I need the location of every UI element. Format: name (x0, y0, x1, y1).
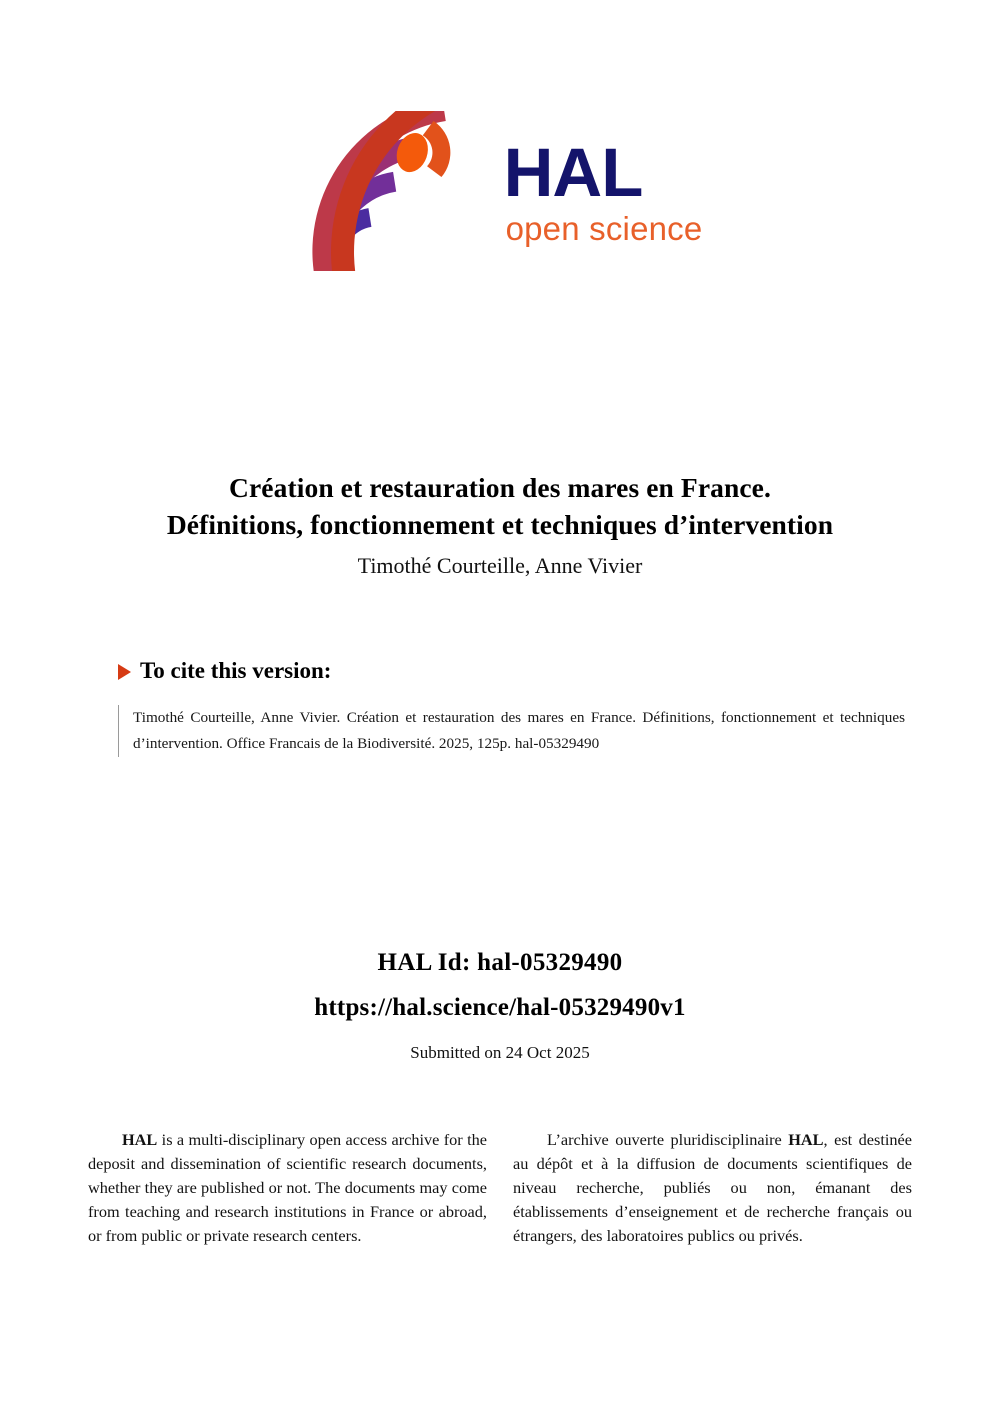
footer-hal-lead-fr: HAL (788, 1130, 824, 1149)
cite-heading (118, 658, 908, 684)
cite-section (118, 658, 908, 757)
footer-hal-lead-en: HAL (122, 1130, 158, 1149)
footer-paragraph-french (513, 1128, 912, 1248)
citation-text: Timothé Courteille, Anne Vivier. Création et restauration des mares en France. Définitions, fonctionnement et techniques d’intervention. Office Francais de la Biodiversité. 2025, 125p. hal-05329490 (118, 705, 905, 757)
hal-id-block (100, 944, 900, 1066)
footer-block (88, 1128, 912, 1248)
footer-text-en: is a multi-disciplinary open access archive for the deposit and dissemination of scientific research documents, whether they are published or not. The documents may come from teaching and research institutions in France or abroad, or from public or private research centers. (88, 1130, 487, 1245)
authors: Timothé Courteille, Anne Vivier (357, 553, 643, 579)
hal-logo (0, 108, 1000, 273)
hal-url-link[interactable]: https://hal.science/hal-05329490v1 (314, 993, 686, 1021)
footer-column-french (513, 1128, 912, 1248)
triangle-right-icon (118, 664, 131, 680)
footer-text-fr: , est destinée au dépôt et à la diffusion de documents scientifiques de niveau recherche, publiés ou non, émanant des établissements d’enseignement et de recherche français ou étrangers, des laboratoires publics ou privés. (513, 1130, 912, 1245)
page-title-line-1: Création et restauration des mares en France. (229, 472, 771, 503)
hal-tagline-text: open science (505, 210, 703, 248)
footer-before-fr: L’archive ouverte pluridisciplinaire (547, 1130, 789, 1149)
page-title-line-2: Définitions, fonctionnement et techniques d’intervention (166, 508, 834, 540)
footer-paragraph-english (88, 1128, 487, 1248)
hal-wordmark (503, 133, 703, 249)
footer-column-english (88, 1128, 487, 1248)
title-block (100, 470, 900, 582)
submitted-date: Submitted on 24 Oct 2025 (410, 1043, 590, 1062)
hal-arcs-icon (298, 111, 476, 271)
hal-id-line: HAL Id: hal-05329490 (377, 949, 623, 976)
hal-wordmark-text: HAL (503, 133, 643, 211)
cite-heading-label: To cite this version: (140, 658, 332, 683)
